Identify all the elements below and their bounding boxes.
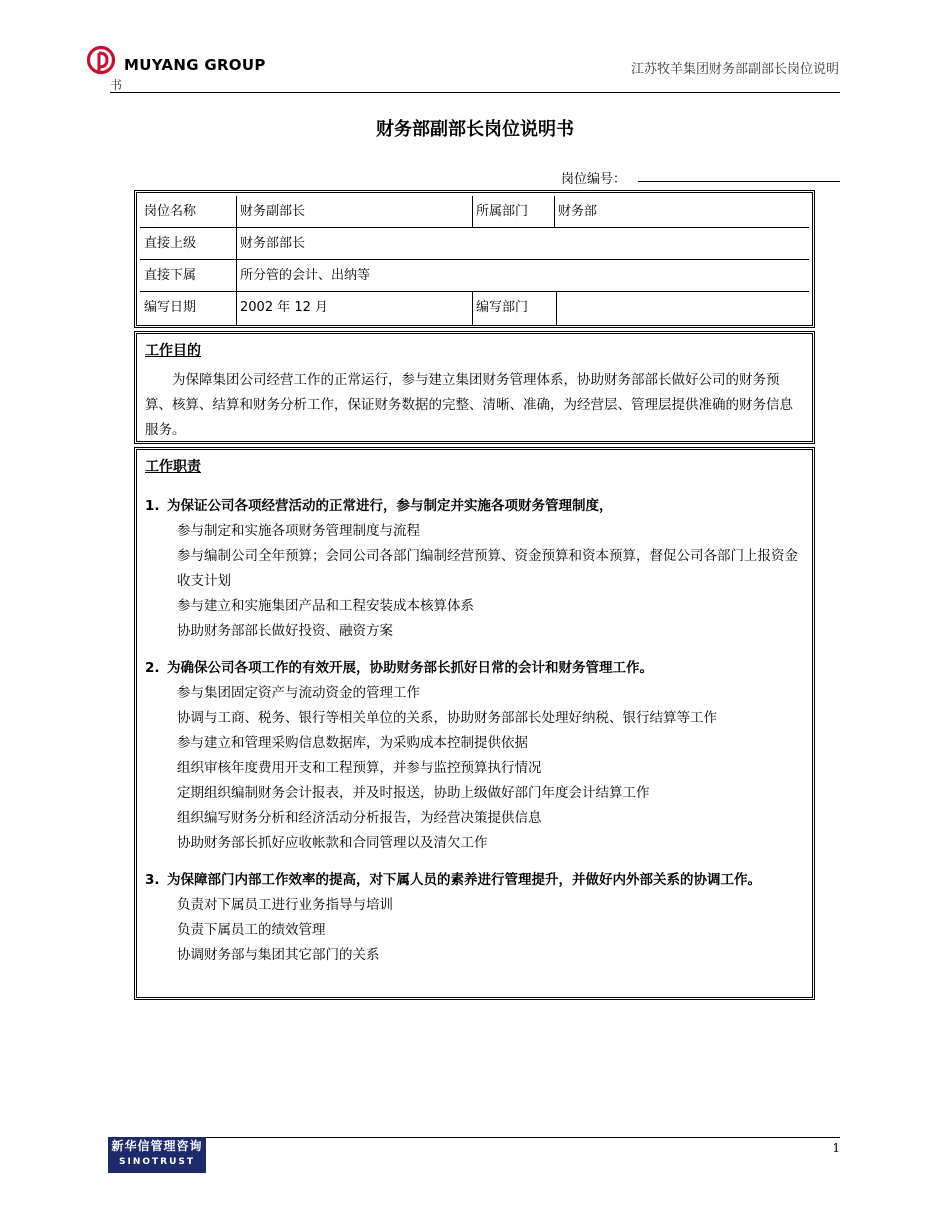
duty-item-text: 定期组织编制财务会计报表，并及时报送，协助上级做好部门年度会计结算工作 <box>177 785 650 801</box>
writing-department-value <box>554 292 808 326</box>
list-item <box>145 781 804 806</box>
write-date-value: 2002 年 12 月 <box>240 300 329 315</box>
direct-subordinates-label: 直接下属 <box>144 268 197 283</box>
duty-item-text: 参与建立和管理采购信息数据库，为采购成本控制提供依据 <box>177 735 528 751</box>
duty-group-title <box>145 868 804 893</box>
company-logo-text: MUYANG GROUP <box>124 56 266 74</box>
table-row <box>140 228 809 260</box>
duty-group-title-text: 为确保公司各项工作的有效开展，协助财务部长抓好日常的会计和财务管理工作。 <box>167 660 653 676</box>
duty-list <box>145 681 804 856</box>
sinotrust-logo-cn: 新华信管理咨询 <box>111 1139 203 1153</box>
department-label: 所属部门 <box>476 204 529 219</box>
list-item <box>145 806 804 831</box>
duty-group-title <box>145 494 804 519</box>
duty-groups <box>145 494 804 968</box>
duty-group-title-text: 为保证公司各项经营活动的正常进行，参与制定并实施各项财务管理制度， <box>167 498 613 514</box>
duty-item-text: 组织编写财务分析和经济活动分析报告，为经营决策提供信息 <box>177 810 542 826</box>
list-item <box>145 918 804 943</box>
muyang-logo-icon <box>86 45 116 75</box>
duty-item-text: 参与编制公司全年预算；会同公司各部门编制经营预算、资金预算和资本预算，督促公司各部门上报资金收支计划 <box>177 548 798 589</box>
duty-group-number: 3. <box>145 872 160 888</box>
duty-group-number: 2. <box>145 660 160 676</box>
duty-item-text: 负责对下属员工进行业务指导与培训 <box>177 897 393 913</box>
job-purpose-section <box>134 331 815 444</box>
list-item <box>145 943 804 968</box>
job-purpose-heading: 工作目的 <box>145 343 201 359</box>
duty-item-text: 负责下属员工的绩效管理 <box>177 922 326 938</box>
header-rule <box>110 92 840 93</box>
list-item <box>145 831 804 856</box>
write-date-label: 编写日期 <box>144 300 197 315</box>
duty-item-text: 协助财务部长抓好应收帐款和合同管理以及清欠工作 <box>177 835 488 851</box>
direct-supervisor-value: 财务部部长 <box>240 236 306 251</box>
header-document-title-wrap: 书 <box>110 78 123 92</box>
duty-item-text: 组织审核年度费用开支和工程预算，并参与监控预算执行情况 <box>177 760 542 776</box>
document-title: 财务部副部长岗位说明书 <box>376 119 574 140</box>
list-item <box>145 681 804 706</box>
table-row <box>140 292 809 326</box>
direct-supervisor-label: 直接上级 <box>144 236 197 251</box>
direct-subordinates-value: 所分管的会计、出纳等 <box>240 268 371 283</box>
duty-list <box>145 893 804 968</box>
writing-department-label: 编写部门 <box>476 300 529 315</box>
job-info-table <box>134 190 815 328</box>
sinotrust-logo-en: SINOTRUST <box>118 1157 195 1167</box>
page-number: 1 <box>832 1141 840 1155</box>
list-item <box>145 893 804 918</box>
table-row <box>140 260 809 292</box>
duty-item-text: 协调财务部与集团其它部门的关系 <box>177 947 380 963</box>
list-item <box>145 756 804 781</box>
job-purpose-text: 为保障集团公司经营工作的正常运行，参与建立集团财务管理体系，协助财务部部长做好公司的财务预算、核算、结算和财务分析工作，保证财务数据的完整、清晰、准确，为经营层、管理层提供准确的财务信息服务。 <box>145 372 793 438</box>
job-duties-section <box>134 447 815 1000</box>
duty-item-text: 协调与工商、税务、银行等相关单位的关系，协助财务部部长处理好纳税、银行结算等工作 <box>177 710 717 726</box>
duty-list <box>145 519 804 644</box>
position-name-value: 财务副部长 <box>240 204 306 219</box>
position-name-label: 岗位名称 <box>144 204 197 219</box>
duty-item-text: 参与制定和实施各项财务管理制度与流程 <box>177 523 420 539</box>
list-item <box>145 544 804 594</box>
duty-group-title <box>145 656 804 681</box>
duty-item-text: 参与建立和实施集团产品和工程安装成本核算体系 <box>177 598 474 614</box>
duty-item-text: 协助财务部部长做好投资、融资方案 <box>177 623 393 639</box>
sinotrust-logo <box>108 1137 206 1173</box>
duty-group-number: 1. <box>145 498 160 514</box>
duty-item-text: 参与集团固定资产与流动资金的管理工作 <box>177 685 420 701</box>
list-item <box>145 594 804 619</box>
duty-group-title-text: 为保障部门内部工作效率的提高，对下属人员的素养进行管理提升，并做好内外部关系的协调工作。 <box>167 872 761 888</box>
position-number-blank <box>638 181 840 182</box>
header-document-title: 江苏牧羊集团财务部副部长岗位说明 <box>630 62 839 77</box>
job-duties-heading: 工作职责 <box>145 459 201 475</box>
list-item <box>145 731 804 756</box>
table-row <box>140 196 809 228</box>
department-value: 财务部 <box>558 204 598 219</box>
list-item <box>145 519 804 544</box>
position-number-label: 岗位编号： <box>561 172 627 187</box>
list-item <box>145 706 804 731</box>
footer-rule <box>110 1137 840 1138</box>
list-item <box>145 619 804 644</box>
